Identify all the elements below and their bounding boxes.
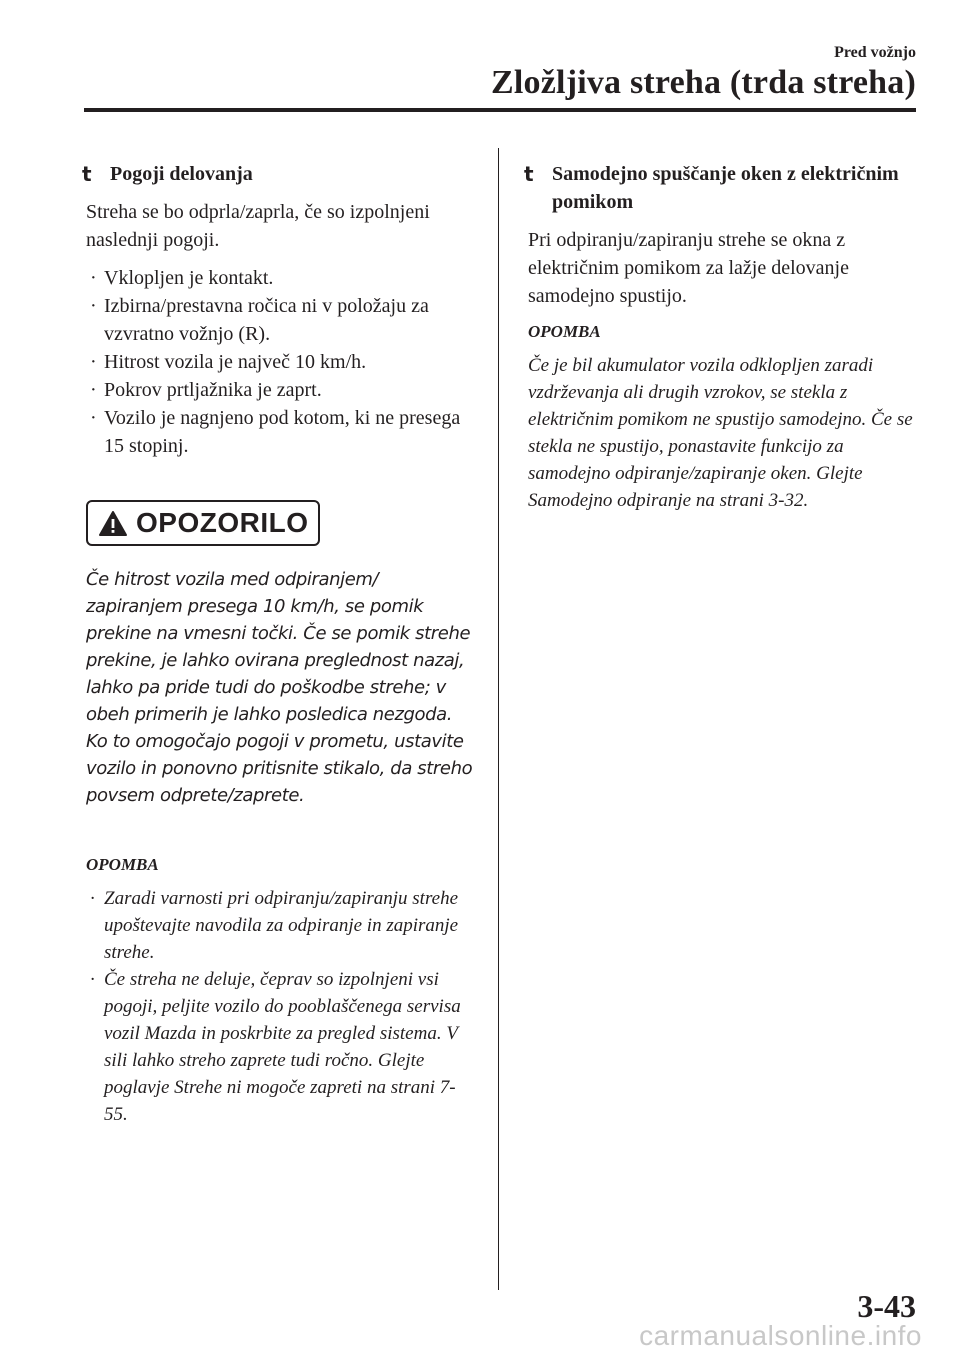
warning-badge xyxy=(86,500,320,546)
list-item: · Če streha ne deluje, čeprav so izpolnjeni vsi pogoji, peljite vozilo do pooblaščenega servisa vozil Mazda in poskrbite za pregled sistema. V sili lahko streho zaprete tudi ročno. Glejte poglavje Strehe ni mogoče zapreti na strani 7-55. xyxy=(90,969,461,1125)
list-item: · Vozilo je nagnjeno pod kotom, ki ne presega 15 stopinj. xyxy=(90,407,461,457)
conditions-list xyxy=(82,264,477,460)
section-heading-windows xyxy=(524,160,919,216)
warning-triangle-icon xyxy=(98,510,128,537)
note-text: Če je bil akumulator vozila odklopljen zaradi vzdrževanja ali drugih vzrokov, se stekla z električnim pomikom ne spustijo samodejno. Če se stekla ne spustijo, ponastavite funkcijo za samodejno odpiranje/zapiranje oken. Glejte Samodejno odpiranje na strani 3-32. xyxy=(528,355,913,511)
section-marker: t xyxy=(524,162,534,186)
header-rule xyxy=(84,108,916,112)
list-item: · Zaradi varnosti pri odpiranju/zapiranju strehe upoštevajte navodila za odpiranje in zapiranje strehe. xyxy=(90,888,459,963)
list-item: · Vklopljen je kontakt. xyxy=(90,267,274,289)
left-column xyxy=(82,160,477,1128)
note-label: OPOMBA xyxy=(528,322,601,341)
section-title: Pogoji delovanja xyxy=(110,163,253,185)
warning-text: Če hitrost vozila med odpiranjem/ zapiranjem presega 10 km/h, se pomik prekine na vmesni točki. Če se pomik strehe prekine, je lahko ovirana preglednost nazaj, lahko pa pride tudi do poškodbe strehe; v obeh primerih je lahko posledica nezgoda. Ko to omogočajo pogoji v prometu, ustavite vozilo in ponovno pritisnite stikalo, da streho povsem odprete/zaprete. xyxy=(86,569,473,806)
section-marker: t xyxy=(82,162,92,186)
list-item: · Izbirna/prestavna ročica ni v položaju za vzvratno vožnjo (R). xyxy=(90,295,429,345)
list-item: · Pokrov prtljažnika je zaprt. xyxy=(90,379,322,401)
page-title: Zložljiva streha (trda streha) xyxy=(491,64,916,101)
page-number: 3-43 xyxy=(857,1288,916,1324)
watermark: carmanualsonline.info xyxy=(639,1320,922,1351)
note-label: OPOMBA xyxy=(86,855,159,874)
warning-label: OPOZORILO xyxy=(136,507,309,538)
intro-paragraph: Streha se bo odprla/zaprla, če so izpolnjeni naslednji pogoji. xyxy=(86,201,430,251)
section-title: Samodejno spuščanje oken z električnim pomikom xyxy=(552,163,899,213)
header-kicker: Pred vožnjo xyxy=(834,44,916,61)
notes-list xyxy=(82,885,477,1128)
body-paragraph: Pri odpiranju/zapiranju strehe se okna z električnim pomikom za lažje delovanje samodejno spustijo. xyxy=(528,229,849,307)
section-heading-conditions xyxy=(82,160,477,188)
list-item: · Hitrost vozila je največ 10 km/h. xyxy=(90,351,367,373)
right-column xyxy=(524,160,919,514)
column-divider xyxy=(498,148,499,1290)
